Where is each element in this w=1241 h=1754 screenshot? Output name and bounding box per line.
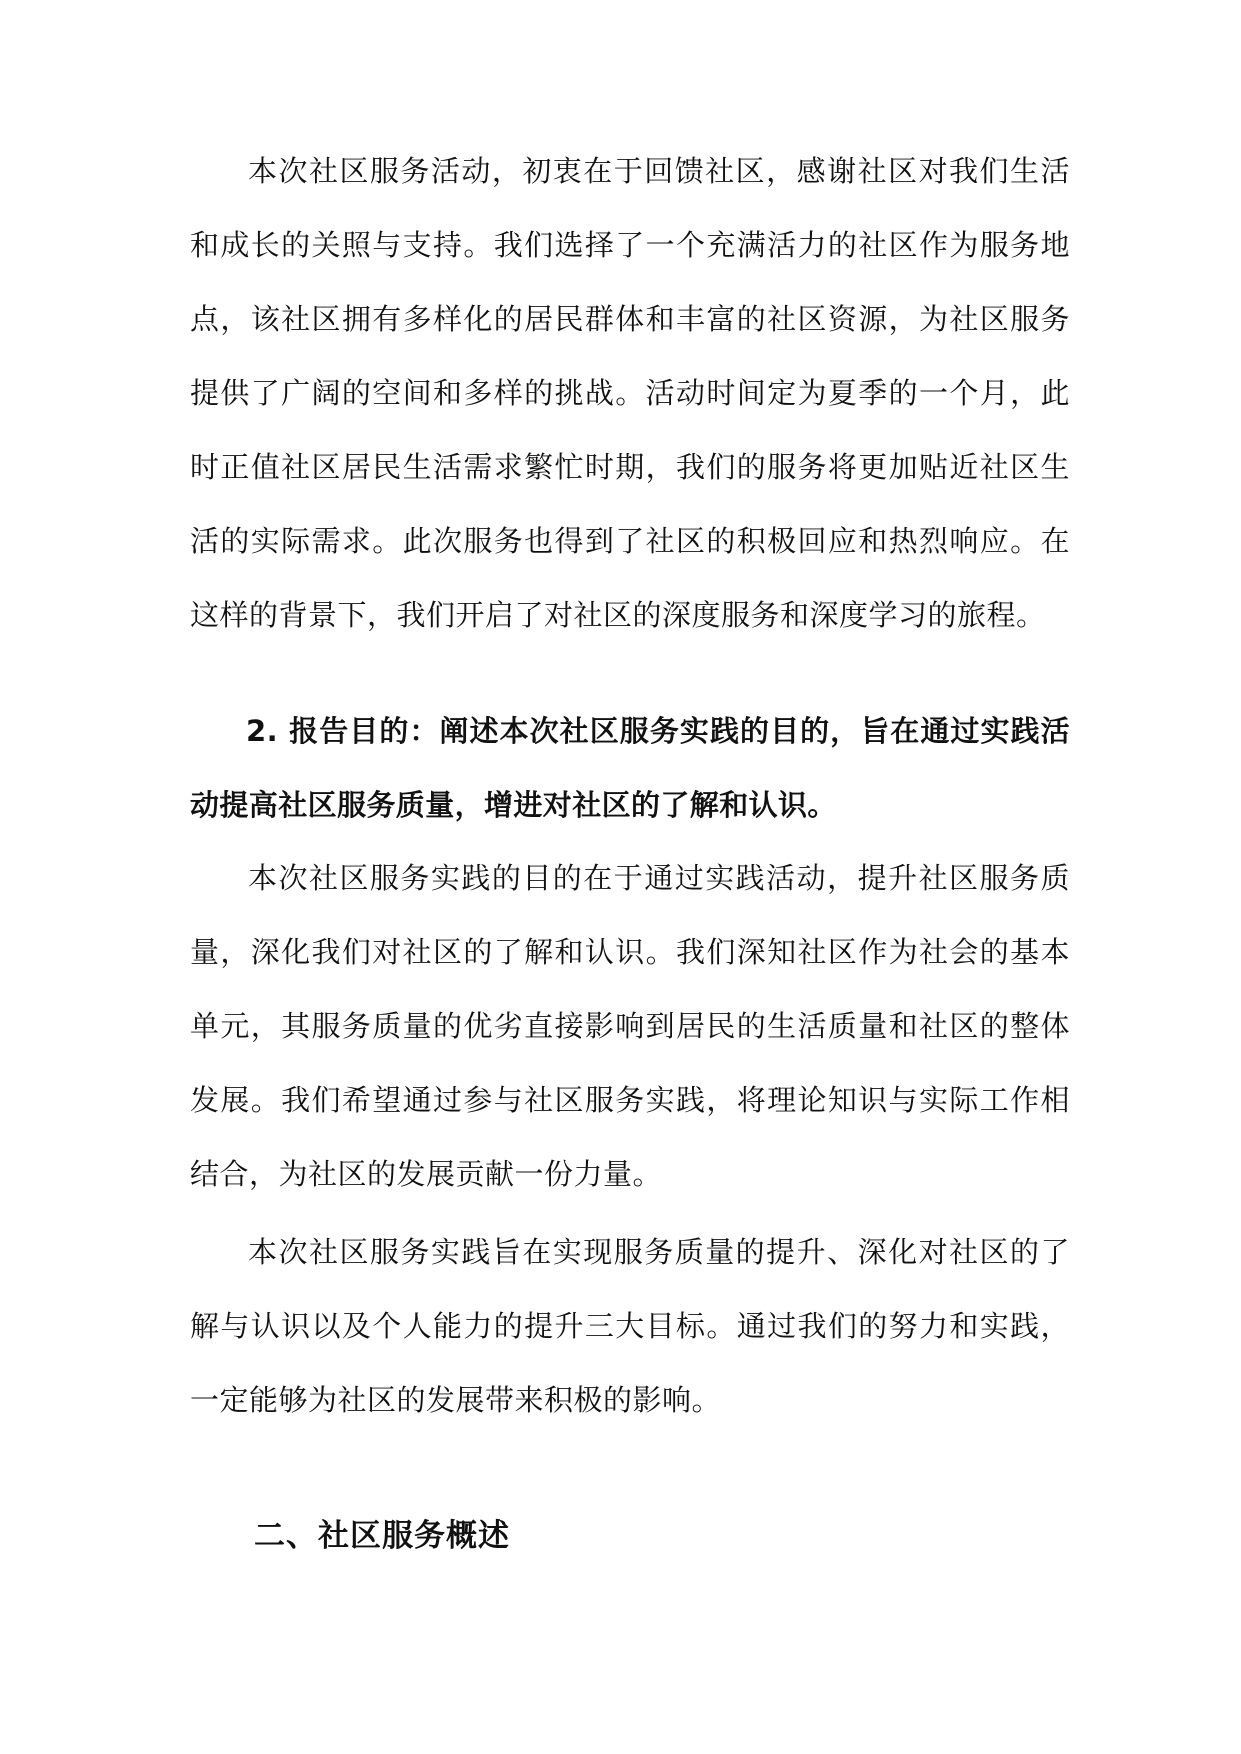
section-heading-community-service-overview: 二、社区服务概述 bbox=[254, 1518, 510, 1554]
paragraph-purpose: 本次社区服务实践的目的在于通过实践活动，提升社区服务质量，深化我们对社区的了解和认识。我们深知社区作为社会的基本单元，其服务质量的优劣直接影响到居民的生活质量和社区的整体发展。我们希望通过参与社区服务实践，将理论知识与实际工作相结合，为社区的发展贡献一份力量。 bbox=[190, 861, 1070, 1191]
subheading-report-purpose: 2. 报告目的：阐述本次社区服务实践的目的，旨在通过实践活动提高社区服务质量，增进对社区的了解和认识。 bbox=[190, 714, 1070, 822]
paragraph-goals: 本次社区服务实践旨在实现服务质量的提升、深化对社区的了解与认识以及个人能力的提升三大目标。通过我们的努力和实践，一定能够为社区的发展带来积极的影响。 bbox=[190, 1235, 1070, 1417]
paragraph-background: 本次社区服务活动，初衷在于回馈社区，感谢社区对我们生活和成长的关照与支持。我们选择了一个充满活力的社区作为服务地点，该社区拥有多样化的居民群体和丰富的社区资源，为社区服务提供了广阔的空间和多样的挑战。活动时间定为夏季的一个月，此时正值社区居民生活需求繁忙时期，我们的服务将更加贴近社区生活的实际需求。此次服务也得到了社区的积极回应和热烈响应。在这样的背景下，我们开启了对社区的深度服务和深度学习的旅程。 bbox=[190, 154, 1070, 632]
